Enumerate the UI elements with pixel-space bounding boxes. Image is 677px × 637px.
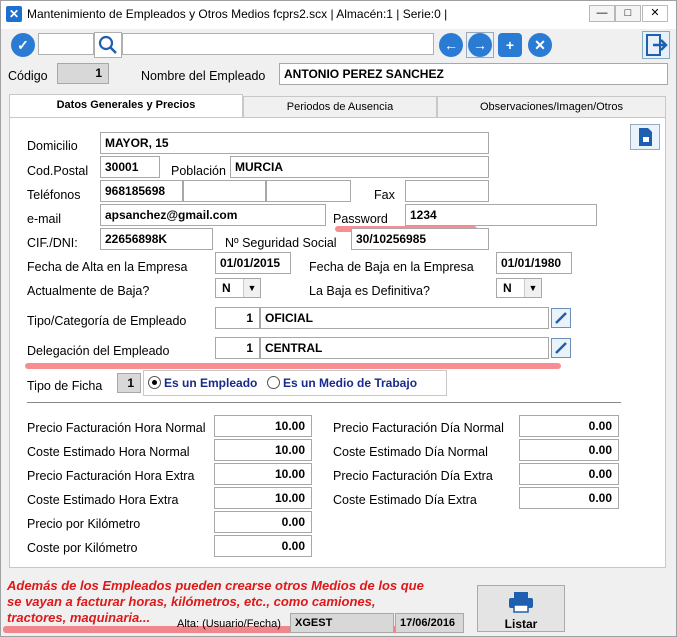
search-input[interactable] — [122, 33, 434, 55]
printer-icon — [506, 590, 536, 614]
edit-delegacion-button[interactable] — [551, 338, 571, 358]
ce-dia-extra-label: Coste Estimado Día Extra — [333, 493, 477, 507]
pencil-icon — [552, 309, 570, 327]
actualmente-baja-label: Actualmente de Baja? — [27, 284, 150, 298]
pf-hora-normal-label: Precio Facturación Hora Normal — [27, 421, 206, 435]
search-icon — [95, 33, 121, 57]
app-icon: ✕ — [6, 6, 22, 22]
pf-hora-extra-label: Precio Facturación Hora Extra — [27, 469, 195, 483]
baja-definitiva-value: N — [503, 281, 512, 295]
minimize-button[interactable] — [589, 5, 615, 22]
listar-button[interactable] — [477, 585, 565, 632]
listar-label: Listar — [504, 617, 538, 631]
quick-code-input[interactable] — [38, 33, 94, 55]
fecha-baja-label: Fecha de Baja en la Empresa — [309, 260, 474, 274]
baja-definitiva-select[interactable] — [496, 278, 542, 298]
radio-medio-label[interactable]: Es un Medio de Trabajo — [283, 376, 418, 390]
tipo-categoria-label: Tipo/Categoría de Empleado — [27, 314, 187, 328]
cif-label: CIF./DNI: — [27, 236, 78, 250]
close-button[interactable] — [642, 5, 668, 22]
email-label: e-mail — [27, 212, 62, 226]
baja-definitiva-label: La Baja es Definitiva? — [309, 284, 430, 298]
document-icon — [631, 125, 659, 149]
p-km-field[interactable]: 0.00 — [214, 511, 312, 533]
actualmente-baja-select[interactable] — [215, 278, 261, 298]
minimize-icon: — — [596, 7, 608, 19]
tipo-ficha-label: Tipo de Ficha — [27, 379, 103, 393]
cif-field[interactable]: 22656898K — [100, 228, 213, 250]
nss-field[interactable]: 30/10256985 — [351, 228, 489, 250]
codigo-field[interactable]: 1 — [57, 63, 109, 84]
email-field[interactable]: apsanchez@gmail.com — [100, 204, 326, 226]
chevron-down-icon: ▼ — [243, 279, 260, 297]
pf-hora-normal-field[interactable]: 10.00 — [214, 415, 312, 437]
ce-dia-extra-field[interactable]: 0.00 — [519, 487, 619, 509]
tab-datos-generales[interactable]: Datos Generales y Precios — [9, 94, 243, 119]
highlight-underline — [25, 363, 561, 369]
tab-bar — [9, 94, 666, 118]
pencil-icon — [552, 339, 570, 357]
ce-hora-normal-field[interactable]: 10.00 — [214, 439, 312, 461]
domicilio-label: Domicilio — [27, 139, 78, 153]
delegacion-field[interactable]: CENTRAL — [260, 337, 549, 359]
password-field[interactable]: 1234 — [405, 204, 597, 226]
info-note: Además de los Empleados pueden crearse otros Medios de los que se vayan a facturar horas, kilómetros, etc., como camiones, tractores, maquinaria... — [7, 578, 424, 625]
delegacion-label: Delegación del Empleado — [27, 344, 170, 358]
radio-empleado-label[interactable]: Es un Empleado — [164, 376, 258, 390]
ce-dia-normal-label: Coste Estimado Día Normal — [333, 445, 488, 459]
exit-icon — [643, 32, 669, 58]
tipo-categoria-code[interactable]: 1 — [215, 307, 260, 329]
tipo-ficha-radiogroup — [143, 370, 447, 396]
nss-label: Nº Seguridad Social — [225, 236, 337, 250]
confirm-check-icon[interactable]: ✓ — [11, 33, 35, 57]
alta-user-field: XGEST — [290, 613, 394, 633]
codpostal-field[interactable]: 30001 — [100, 156, 160, 178]
radio-medio-trabajo[interactable] — [267, 376, 280, 389]
close-icon: ✕ — [650, 7, 660, 19]
search-button[interactable] — [94, 32, 122, 58]
password-label: Password — [333, 212, 388, 226]
tab-periodos-ausencia[interactable]: Periodos de Ausencia — [243, 96, 437, 118]
maximize-button[interactable] — [615, 5, 641, 22]
ce-dia-normal-field[interactable]: 0.00 — [519, 439, 619, 461]
telefono1-field[interactable]: 968185698 — [100, 180, 183, 202]
alta-date-field: 17/06/2016 — [395, 613, 464, 633]
c-km-label: Coste por Kilómetro — [27, 541, 138, 555]
delete-icon[interactable]: ✕ — [528, 33, 552, 57]
tipo-ficha-code: 1 — [117, 373, 141, 393]
ce-hora-extra-label: Coste Estimado Hora Extra — [27, 493, 179, 507]
fax-field[interactable] — [405, 180, 489, 202]
poblacion-field[interactable]: MURCIA — [230, 156, 489, 178]
c-km-field[interactable]: 0.00 — [214, 535, 312, 557]
telefonos-label: Teléfonos — [27, 188, 81, 202]
tab-observaciones[interactable]: Observaciones/Imagen/Otros — [437, 96, 666, 118]
alta-label: Alta: (Usuario/Fecha) — [177, 618, 281, 630]
previous-record-icon[interactable]: ← — [439, 33, 463, 57]
delegacion-code[interactable]: 1 — [215, 337, 260, 359]
pf-dia-extra-label: Precio Facturación Día Extra — [333, 469, 493, 483]
document-button[interactable] — [630, 124, 660, 150]
tipo-categoria-field[interactable]: OFICIAL — [260, 307, 549, 329]
fax-label: Fax — [374, 188, 395, 202]
maximize-icon: □ — [624, 7, 632, 19]
radio-empleado[interactable] — [148, 376, 161, 389]
next-record-button[interactable] — [466, 32, 494, 58]
codigo-label: Código — [8, 69, 48, 83]
exit-button[interactable] — [642, 31, 670, 59]
new-folder-icon[interactable]: + — [498, 33, 522, 57]
poblacion-label: Población — [171, 164, 226, 178]
pf-dia-extra-field[interactable]: 0.00 — [519, 463, 619, 485]
p-km-label: Precio por Kilómetro — [27, 517, 141, 531]
nombre-label: Nombre del Empleado — [141, 69, 266, 83]
pf-dia-normal-label: Precio Facturación Día Normal — [333, 421, 504, 435]
nombre-field[interactable]: ANTONIO PEREZ SANCHEZ — [279, 63, 668, 85]
divider — [27, 402, 621, 403]
ce-hora-normal-label: Coste Estimado Hora Normal — [27, 445, 190, 459]
window-title: Mantenimiento de Empleados y Otros Medios fcprs2.scx | Almacén:1 | Serie:0 | — [27, 7, 448, 21]
ce-hora-extra-field[interactable]: 10.00 — [214, 487, 312, 509]
toolbar — [4, 30, 673, 60]
title-bar — [1, 1, 676, 29]
telefono2-field[interactable] — [183, 180, 266, 202]
next-record-icon: → — [468, 33, 492, 57]
pf-hora-extra-field[interactable]: 10.00 — [214, 463, 312, 485]
codpostal-label: Cod.Postal — [27, 164, 89, 178]
edit-tipo-button[interactable] — [551, 308, 571, 328]
fecha-baja-field[interactable]: 01/01/1980 — [496, 252, 572, 274]
pf-dia-normal-field[interactable]: 0.00 — [519, 415, 619, 437]
domicilio-field[interactable]: MAYOR, 15 — [100, 132, 489, 154]
telefono3-field[interactable] — [266, 180, 351, 202]
chevron-down-icon: ▼ — [524, 279, 541, 297]
actualmente-baja-value: N — [222, 281, 231, 295]
fecha-alta-label: Fecha de Alta en la Empresa — [27, 260, 188, 274]
fecha-alta-field[interactable]: 01/01/2015 — [215, 252, 291, 274]
